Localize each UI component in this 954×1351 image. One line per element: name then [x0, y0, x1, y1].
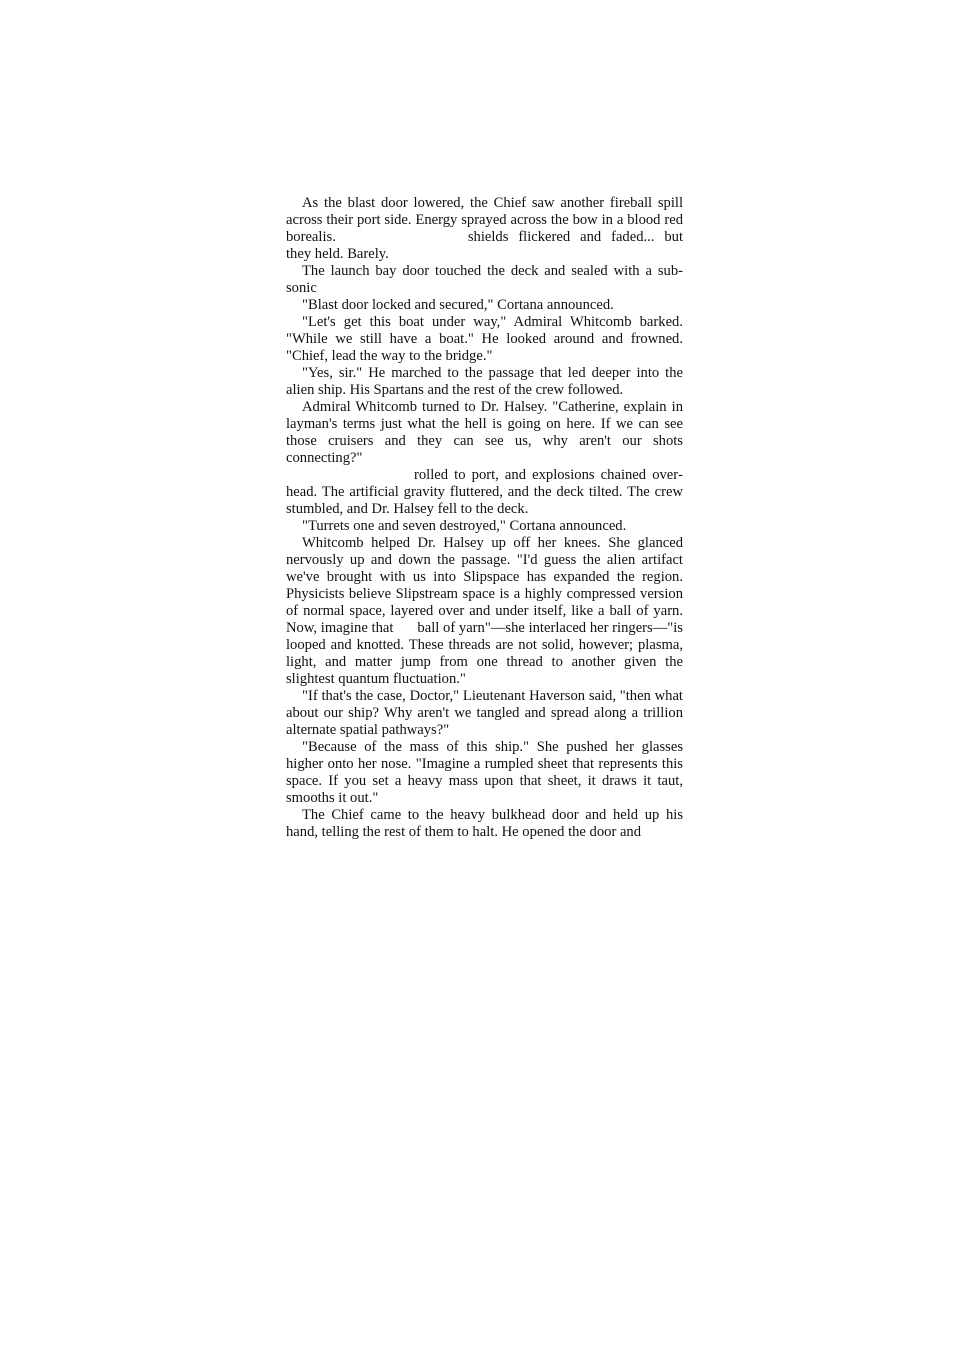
page-body-text: [286, 195, 683, 841]
paragraph-3-text: "Blast door locked and secured," Cortana announced.: [302, 297, 614, 313]
paragraph-4-text: "Let's get this boat under way," Admiral Whitcomb barked. "While we still have a boat." He looked around and frowned. "Chief, lead the way to the bridge.": [286, 314, 683, 364]
paragraph-2: [286, 263, 683, 297]
paragraph-6: [286, 399, 683, 467]
paragraph-2-text: The launch bay door touched the deck and sealed with a subsonic: [286, 263, 683, 296]
paragraph-9-text-a: Whitcomb helped Dr. Halsey up off her knees. She glanced nervously up and down the passage. "I'd guess the alien artifact we've brought with us into Slipspace has expanded the region. Physicists believe Slipstream space is a highly compressed version of normal space, layered over and under itself, like a ball of yarn. Now, imagine that: [286, 535, 683, 636]
paragraph-9-text-b: ball of yarn"—she interlaced her ringers—"is looped and knotted. These threads are not solid, however; plasma, light, and matter jump from one thread to another given the slightest quantum fluctuation.": [286, 620, 683, 687]
paragraph-1: [286, 195, 683, 263]
paragraph-10-text: "If that's the case, Doctor," Lieutenant Haverson said, "then what about our ship? Why aren't we tangled and spread along a trillion alternate spatial pathways?": [286, 688, 683, 738]
paragraph-1-text-a: As the blast door lowered, the Chief saw another fireball spill across their port side. Energy sprayed across the bow in a blood red borealis.: [286, 195, 683, 245]
paragraph-7: [286, 467, 683, 518]
paragraph-9: [286, 535, 683, 688]
paragraph-3: [286, 297, 683, 314]
paragraph-5-text: "Yes, sir." He marched to the passage that led deeper into the alien ship. His Spartans and the rest of the crew followed.: [286, 365, 683, 398]
paragraph-12-text: The Chief came to the heavy bulkhead door and held up his hand, telling the rest of them to halt. He opened the door and: [286, 807, 683, 840]
paragraph-8: [286, 518, 683, 535]
paragraph-4: [286, 314, 683, 365]
paragraph-8-text: "Turrets one and seven destroyed," Cortana announced.: [302, 518, 627, 534]
paragraph-6-text: Admiral Whitcomb turned to Dr. Halsey. "Catherine, explain in layman's terms just what the hell is going on here. If we can see those cruisers and they can see us, why aren't our shots connecting?": [286, 399, 683, 466]
paragraph-11: [286, 739, 683, 807]
paragraph-1-text-b: shields flickered and faded... but they held. Barely.: [286, 229, 683, 262]
paragraph-7-text: rolled to port, and explosions chained overhead. The artificial gravity fluttered, and the deck tilted. The crew stumbled, and Dr. Halsey fell to the deck.: [286, 467, 683, 517]
paragraph-5: [286, 365, 683, 399]
paragraph-12: [286, 807, 683, 841]
paragraph-10: [286, 688, 683, 739]
paragraph-11-text: "Because of the mass of this ship." She pushed her glasses higher onto her nose. "Imagine a rumpled sheet that represents this space. If you set a heavy mass upon that sheet, it draws it taut, smooths it out.": [286, 739, 683, 806]
